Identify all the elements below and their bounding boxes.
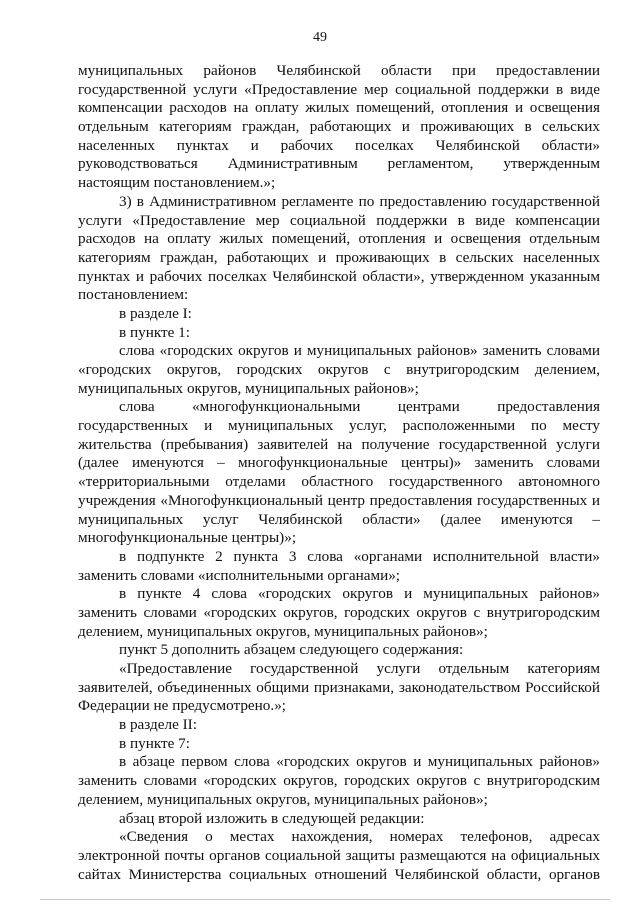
text-line: жительства (пребывания) заявителей на получение государственной услуги bbox=[78, 435, 600, 453]
text-line: в разделе II: bbox=[119, 716, 197, 734]
page-number: 49 bbox=[313, 30, 327, 45]
text-line: Федерации не предусмотрено.»; bbox=[78, 697, 287, 715]
text-line: в разделе I: bbox=[119, 304, 192, 322]
text-line: настоящим постановлением.»; bbox=[78, 174, 276, 192]
text-line: многофункциональные центры)»; bbox=[78, 529, 297, 547]
text-line: делением, муниципальных округов, муниципальных районов»; bbox=[78, 790, 488, 808]
text-line: в подпункте 2 пункта 3 слова «органами исполнительной власти» bbox=[119, 547, 600, 565]
text-line: муниципальных районов Челябинской области при предоставлении bbox=[78, 62, 600, 79]
text-line: государственной услуги «Предоставление мер социальной поддержки в виде bbox=[78, 80, 600, 98]
text-line: расходов на оплату жилых помещений, отопления и освещения отдельным bbox=[78, 230, 600, 248]
text-line: в пункте 7: bbox=[119, 734, 190, 752]
text-line: пункт 5 дополнить абзацем следующего содержания: bbox=[119, 641, 464, 659]
text-line: заменить словами «городских округов, городских округов с внутригородским bbox=[78, 772, 600, 790]
text-line: услуги «Предоставление мер социальной поддержки в виде компенсации bbox=[78, 211, 600, 229]
text-line: населенных пунктах и рабочих поселках Челябинской области» bbox=[78, 136, 600, 154]
text-line: компенсации расходов на оплату жилых помещений, отопления и освещения bbox=[78, 99, 600, 117]
text-line: государственных и муниципальных услуг, расположенными по месту bbox=[78, 417, 600, 435]
text-line: заменить словами «исполнительными органами»; bbox=[78, 566, 401, 584]
text-line: в абзаце первом слова «городских округов и муниципальных районов» bbox=[119, 753, 600, 771]
page-bottom-edge bbox=[40, 899, 610, 900]
text-line: муниципальных округов, муниципальных районов»; bbox=[78, 379, 419, 397]
text-line: абзац второй изложить в следующей редакции: bbox=[119, 809, 425, 827]
text-line: категориям граждан, работающих и проживающих в сельских населенных bbox=[78, 248, 600, 266]
text-line: (далее именуются – многофункциональные центры)» заменить словами bbox=[78, 454, 600, 472]
text-line: пунктах и рабочих поселках Челябинской области», утвержденном указанным bbox=[78, 267, 600, 285]
text-line: учреждения «Многофункциональный центр предоставления государственных и bbox=[78, 491, 600, 509]
text-line: в пункте 4 слова «городских округов и муниципальных районов» bbox=[119, 585, 600, 603]
text-line: «территориальными отделами областного государственного автономного bbox=[78, 473, 600, 491]
text-line: заявителей, объединенных общими признаками, законодательством Российской bbox=[78, 678, 600, 696]
text-line: слова «многофункциональными центрами предоставления bbox=[119, 398, 600, 416]
text-line: 3) в Административном регламенте по предоставлению государственной bbox=[119, 192, 600, 210]
text-line: руководствоваться Административным регламентом, утвержденным bbox=[78, 155, 600, 173]
text-line: муниципальных услуг Челябинской области» (далее именуются – bbox=[78, 510, 600, 528]
text-line: электронной почты органов социальной защиты размещаются на официальных bbox=[78, 846, 600, 864]
text-line: «Предоставление государственной услуги отдельным категориям bbox=[119, 660, 600, 677]
text-line: отдельным категориям граждан, работающих и проживающих в сельских bbox=[78, 118, 600, 136]
text-line: постановлением: bbox=[78, 286, 189, 304]
text-line: «Сведения о местах нахождения, номерах телефонов, адресах bbox=[119, 828, 600, 846]
text-line: сайтах Министерства социальных отношений Челябинской области, органов bbox=[78, 865, 600, 883]
text-line: заменить словами «городских округов, городских округов с внутригородским bbox=[78, 603, 600, 621]
text-line: слова «городских округов и муниципальных районов» заменить словами bbox=[119, 342, 600, 360]
text-line: в пункте 1: bbox=[119, 323, 190, 341]
text-line: делением, муниципальных округов, муниципальных районов»; bbox=[78, 622, 488, 640]
text-line: «городских округов, городских округов с внутригородским делением, bbox=[78, 361, 600, 378]
document-body bbox=[78, 62, 600, 884]
